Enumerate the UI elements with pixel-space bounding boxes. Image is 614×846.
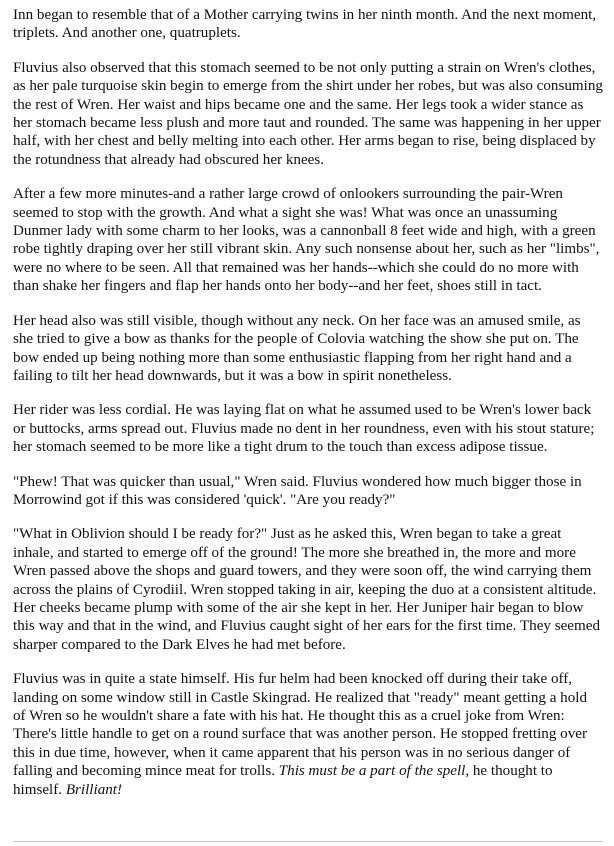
paragraph-text: "Phew! That was quicker than usual," Wren said. Fluvius wondered how much bigger those in Morrowind got if this was considered 'quick'. "Are you ready?"	[13, 473, 582, 508]
paragraph-text: Her head also was still visible, though without any neck. On her face was an amused smile, as she tried to give a bow as thanks for the people of Colovia watching the show she put on. The bow ended up being nothing more than some enthusiastic flapping from her right hand and a failing to tilt her head downwards, but it was a bow in spirit nonetheless.	[13, 312, 581, 384]
paragraph-text: Inn began to resemble that of a Mother carrying twins in her ninth month. And the next moment, triplets. And another one, quatruplets.	[13, 7, 597, 42]
paragraph-1	[13, 6, 603, 43]
paragraph-4	[13, 312, 603, 386]
paragraph-5	[13, 401, 603, 456]
paragraph-text: "What in Oblivion should I be ready for?" Just as he asked this, Wren began to take a great inhale, and started to emerge off of the ground! The more she breathed in, the more and more Wren passed above the shops and guard towers, and they were soon off, the wind carrying them across the plains of Cyrodiil. Wren stopped taking in air, keeping the duo at a consistent altitude. Her cheeks became plump with some of the air she kept in her. Her Juniper hair began to blow this way and that in the wind, and Fluvius caught sight of her ears for the first time. They seemed sharper compared to the Dark Elves he had met before.	[13, 526, 600, 653]
italic-exclamation: Brilliant!	[65, 781, 123, 798]
bottom-divider	[13, 841, 603, 842]
italic-thought: This must be a part of the spell,	[278, 763, 470, 780]
paragraph-text: Fluvius was in quite a state himself. His fur helm had been knocked off during their take off, landing on some window still in Castle Skingrad. He realized that "ready" meant getting a hold of Wren so he wouldn't share a fate with his hat. He thought this as a cruel joke from Wren: There's little handle to get on a round surface that was another person. He stopped fretting over this in due time, however, when it came apparent that his person was in no serious danger of falling and becoming mince meat for trolls.	[13, 671, 588, 780]
paragraph-2	[13, 59, 603, 169]
paragraph-text: After a few more minutes-and a rather large crowd of onlookers surrounding the pair-Wren seemed to stop with the growth. And what a sight she was! What was once an unassuming Dunmer lady with some charm to her looks, was a cannonball 8 feet wide and high, with a green robe tightly draping over her still vibrant skin. Any such nonsense about her, such as her "limbs", were no where to be seen. All that remained was her hands--which she could do no more with than shake her fingers and flap her hands onto her body--and her feet, shoes still in tact.	[13, 186, 600, 295]
paragraph-text: he thought to himself.	[13, 763, 553, 798]
paragraph-6	[13, 473, 603, 510]
paragraph-8	[13, 670, 603, 799]
document-body	[13, 6, 603, 799]
paragraph-3	[13, 185, 603, 295]
paragraph-text: Her rider was less cordial. He was laying flat on what he assumed used to be Wren's lower back or buttocks, arms spread out. Fluvius made no dent in her roundness, even with his stout stature; her stomach seemed to be more like a tight drum to the touch than excess adipose tissue.	[13, 402, 595, 456]
paragraph-text: Fluvius also observed that this stomach seemed to be not only putting a strain on Wren's clothes, as her pale turquoise skin begin to emerge from the shirt under her robes, but was also consuming the rest of Wren. Her waist and hips became one and the same. Her legs took a wider stance as her stomach became less plush and more taut and rounded. The same was happening in her upper half, with her chest and belly melting into each other. Her arms began to rise, being displaced by the rotundness that already had obscured her knees.	[13, 59, 603, 168]
paragraph-7	[13, 525, 603, 654]
